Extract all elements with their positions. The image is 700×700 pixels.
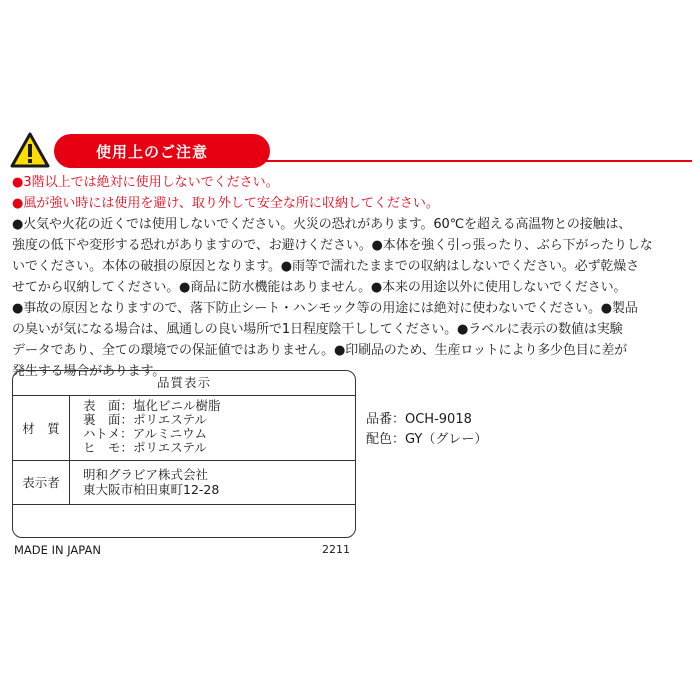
quality-label-table [12,370,356,538]
note-line: いでください。本体の破損の原因となります。●雨等で濡れたままでの収納はしないでください。必ず乾燥さ [12,259,639,274]
material-label: 材 質 [13,395,70,460]
warning-triangle-icon [10,132,50,168]
product-number: 品番：OCH-9018 [366,412,472,427]
product-color: 配色：GY（グレー） [366,432,488,447]
labeler-company: 明和グラビア株式会社 [83,467,209,482]
note-line: ●火気や火花の近くでは使用しないでください。火災の恐れがあります。60℃を超える高温物との接触は、 [12,217,632,232]
note-line: せてから収納してください。●商品に防水機能はありません。●本来の用途以外に使用しないでください。 [12,280,627,295]
quality-table-title: 品質表示 [13,371,355,396]
section-title [54,134,270,168]
labeler-label: 表示者 [13,460,70,504]
lot-code: 2211 [322,543,350,556]
note-line: ●3階以上では絶対に使用しないでください。 [12,175,279,190]
note-line: データであり、全ての環境での保証値ではありません。●印刷品のため、生産ロットにより多少色目に差が [12,343,628,358]
material-item: 表 面：塩化ビニル樹脂 [83,398,221,413]
note-line: の臭いが気になる場合は、風通しの良い場所で1日程度陰干ししてください。●ラベルに表示の数値は実験 [12,322,623,337]
material-row [13,395,355,461]
labeler-address: 東大阪市柏田東町12-28 [83,482,220,497]
note-line: 発生する場合があります。 [12,364,166,379]
material-item: ヒ モ：ポリエステル [83,440,207,455]
note-line: ●事故の原因となりますので、落下防止シート・ハンモック等の用途には絶対に使わないでください。●製品 [12,301,638,316]
header-underline [262,160,692,162]
material-item: ハトメ：アルミニウム [83,426,208,441]
section-title-text: 使用上のご注意 [96,142,209,161]
product-info [366,410,487,450]
material-item: 裏 面：ポリエステル [83,412,207,427]
made-in-label: MADE IN JAPAN [14,543,101,557]
note-line: ●風が強い時には使用を避け、取り外して安全な所に収納してください。 [12,196,439,211]
material-values [83,399,221,455]
labeler-values [83,467,219,497]
note-line: 強度の低下や変形する恐れがありますので、お避けください。●本体を強く引っ張ったり、ぶら下がったりしな [12,238,653,253]
labeler-row [13,460,355,505]
caution-notes [12,172,692,382]
